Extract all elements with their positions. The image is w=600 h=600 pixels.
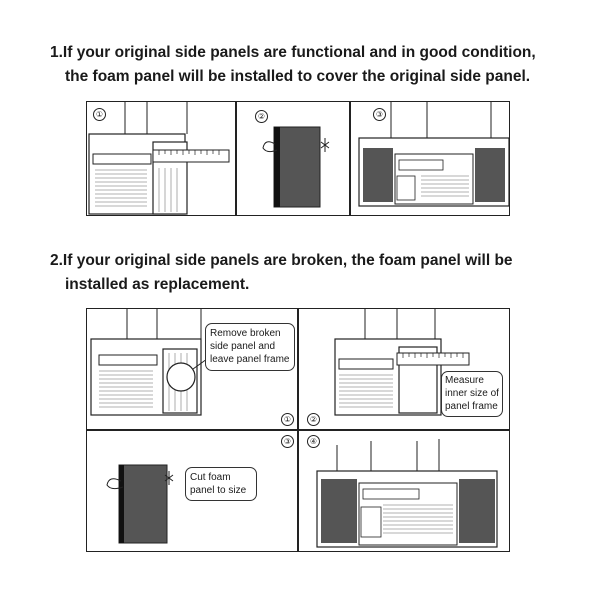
callout-line: panel to size	[190, 485, 247, 496]
s2-step1-panel	[86, 308, 298, 430]
callout-line: panel frame	[445, 401, 498, 412]
s2-step3-panel	[86, 430, 298, 552]
callout-line: leave panel frame	[210, 354, 290, 365]
callout-remove-side-panel	[205, 323, 295, 371]
section2-heading-line2: installed as replacement.	[65, 276, 250, 293]
s2-step4-panel	[298, 430, 510, 552]
step-number: ③	[281, 435, 294, 448]
callout-line: Remove broken	[210, 328, 281, 339]
callout-measure-frame	[441, 371, 503, 417]
section1-heading-line2: the foam panel will be installed to cover the original side panel.	[65, 68, 531, 85]
s1-step2-panel	[236, 101, 350, 216]
step-number: ③	[373, 108, 386, 121]
ac-foam-installed-illustration	[299, 431, 510, 552]
callout-line: Measure	[445, 375, 484, 386]
callout-line: Cut foam	[190, 472, 231, 483]
foam-panel-illustration	[237, 102, 350, 216]
step-number: ①	[93, 108, 106, 121]
ac-with-ruler-illustration	[87, 102, 236, 216]
s2-step2-panel	[298, 308, 510, 430]
step-number: ④	[307, 435, 320, 448]
step-number: ②	[307, 413, 320, 426]
section1-heading-line1: 1.If your original side panels are functional and in good condition,	[50, 44, 536, 61]
s1-step3-panel	[350, 101, 510, 216]
callout-cut-foam	[185, 467, 257, 501]
callout-line: side panel and	[210, 341, 276, 352]
step-number: ①	[281, 413, 294, 426]
step-number: ②	[255, 110, 268, 123]
callout-line: inner size of	[445, 388, 499, 399]
s1-step1-panel	[86, 101, 236, 216]
section2-heading-line1: 2.If your original side panels are broken, the foam panel will be	[50, 252, 513, 269]
